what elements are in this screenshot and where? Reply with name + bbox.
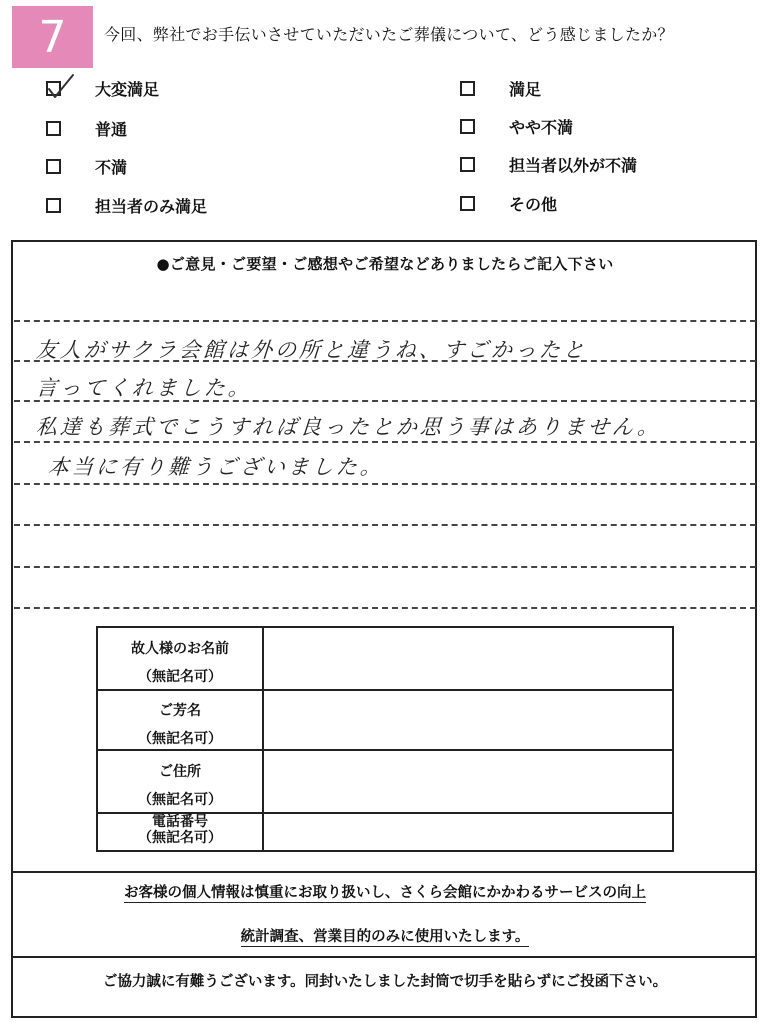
divider: [13, 871, 755, 873]
checkbox[interactable]: [46, 81, 61, 96]
checkbox[interactable]: [46, 198, 61, 213]
deceased-name-label: 故人様のお名前 （無記名可）: [98, 641, 262, 685]
dashed-rule: [14, 607, 756, 609]
your-name-label: ご芳名 （無記名可）: [98, 703, 262, 747]
option-label: 担当者のみ満足: [95, 197, 208, 216]
question-text: 今回、弊社でお手伝いさせていただいたご葬儀について、どう感じましたか？: [104, 25, 674, 44]
checkbox[interactable]: [460, 119, 475, 134]
dashed-rule: [14, 483, 756, 485]
closing-message: ご協力誠に有難うございます。同封いたしました封筒で切手を貼らずにご投函下さい。: [102, 974, 668, 990]
question-number-badge: [12, 6, 93, 68]
handwritten-comment-line[interactable]: 言ってくれました。: [35, 376, 253, 400]
checkbox[interactable]: [460, 157, 475, 172]
deceased-name-field[interactable]: [264, 628, 672, 689]
handwritten-comment-line[interactable]: 本当に有り難うございました。: [47, 455, 385, 479]
optional-note: （無記名可）: [138, 731, 222, 748]
handwritten-comment-line[interactable]: 私達も葬式でこうすれば良ったとか思う事はありません。: [35, 415, 663, 439]
option-label: 満足: [509, 80, 542, 99]
dashed-rule: [14, 320, 756, 322]
dashed-rule: [14, 566, 756, 568]
checkbox[interactable]: [460, 196, 475, 211]
option-only-staff-satisfied[interactable]: [46, 194, 207, 217]
optional-note: （無記名可）: [138, 669, 222, 686]
address-label: ご住所 （無記名可）: [98, 764, 262, 808]
dashed-rule: [14, 524, 756, 526]
privacy-notice-line2: 統計調査、営業目的のみに使用いたします。: [240, 929, 530, 945]
option-label: 担当者以外が不満: [509, 156, 638, 175]
checkbox[interactable]: [46, 159, 61, 174]
checkbox[interactable]: [460, 81, 475, 96]
option-label: その他: [509, 195, 558, 214]
divider: [13, 956, 755, 958]
privacy-notice-line1: お客様の個人情報は慎重にお取り扱いし、さくら会館にかかわるサービスの向上: [124, 885, 646, 901]
option-slightly-dissatisfied[interactable]: [460, 115, 573, 138]
phone-label: 電話番号 （無記名可）: [98, 814, 262, 846]
address-field[interactable]: [264, 751, 672, 812]
optional-note: （無記名可）: [138, 830, 222, 847]
option-label: 普通: [95, 120, 128, 139]
checkmark-icon: [45, 73, 77, 101]
option-dissatisfied[interactable]: [46, 155, 127, 178]
option-satisfied[interactable]: [460, 77, 541, 100]
question-number: 7: [38, 11, 67, 63]
checkbox[interactable]: [46, 121, 61, 136]
dashed-rule: [14, 441, 756, 443]
option-very-satisfied[interactable]: [46, 77, 159, 100]
option-label: やや不満: [509, 118, 574, 137]
option-other[interactable]: [460, 192, 557, 215]
comment-title: ●ご意見・ご要望・ご感想やご希望などありましたらご記入下さい: [156, 255, 614, 273]
handwritten-comment-line[interactable]: 友人がサクラ会館は外の所と違うね、すごかったと: [35, 338, 588, 362]
personal-info-table: [96, 626, 674, 852]
option-label: 不満: [95, 158, 128, 177]
option-label: 大変満足: [95, 80, 160, 99]
phone-field[interactable]: [264, 814, 672, 850]
optional-note: （無記名可）: [138, 792, 222, 809]
option-normal[interactable]: [46, 117, 127, 140]
option-other-than-staff-dissatisfied[interactable]: [460, 153, 637, 176]
your-name-field[interactable]: [264, 691, 672, 749]
